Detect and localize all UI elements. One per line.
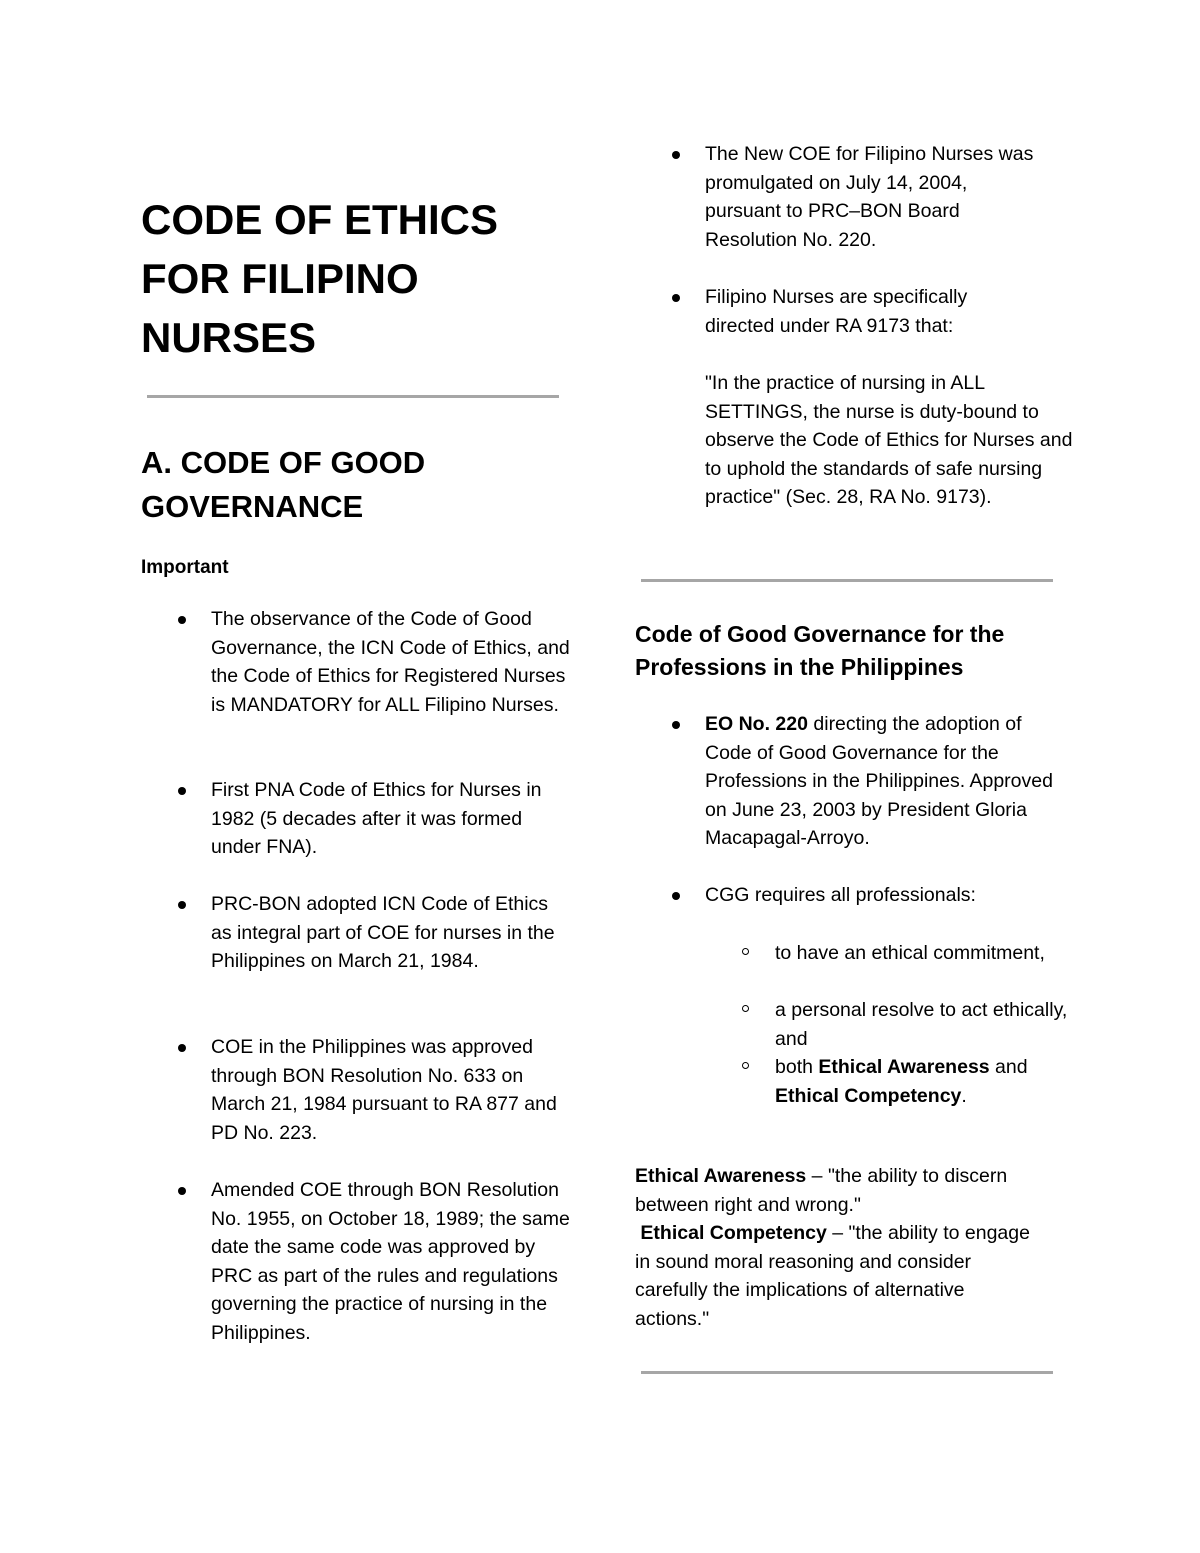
list-item: Amended COE through BON Resolution No. 1955, on October 18, 1989; the same date the same code was approved by PRC as part of the rules and regulations governing the practice of nursing in the Philippines.	[211, 1176, 571, 1348]
list-item: The New COE for Filipino Nurses was promulgated on July 14, 2004, pursuant to PRC–BON Board Resolution No. 220.	[705, 140, 1045, 254]
definition-text: – "the ability to discern between right and wrong."	[635, 1165, 1008, 1216]
title-divider	[147, 395, 559, 398]
definition-ethical-awareness	[635, 1162, 1055, 1219]
ethical-competency-term: Ethical Competency	[775, 1084, 962, 1107]
list-item: PRC-BON adopted ICN Code of Ethics as integral part of COE for nurses in the Philippines on March 21, 1984.	[211, 890, 571, 976]
list-item: First PNA Code of Ethics for Nurses in 1982 (5 decades after it was formed under FNA).	[211, 776, 571, 862]
list-item: COE in the Philippines was approved through BON Resolution No. 633 on March 21, 1984 pursuant to RA 877 and PD No. 223.	[211, 1033, 571, 1147]
list-item: Filipino Nurses are specifically directed under RA 9173 that:	[705, 283, 1025, 340]
sub-list-item	[775, 1053, 1075, 1110]
sub-text: and	[989, 1056, 1028, 1078]
list-item: CGG requires all professionals:	[705, 881, 1065, 910]
eo-description: directing the adoption of Code of Good Governance for the Professions in the Philippines. Approved on June 23, 2003 by President Gloria Macapagal-Arroyo.	[705, 713, 1053, 850]
section-heading: A. CODE OF GOOD GOVERNANCE	[141, 445, 426, 524]
sub-list-item: a personal resolve to act ethically, and	[775, 996, 1075, 1053]
cgg-heading: Code of Good Governance for the Professions in the Philippines	[635, 621, 1005, 680]
important-label: Important	[141, 557, 229, 578]
document-title: CODE OF ETHICS FOR FILIPINO NURSES	[141, 196, 499, 361]
definition-term: Ethical Competency	[640, 1222, 827, 1244]
ethical-awareness-term: Ethical Awareness	[818, 1056, 990, 1078]
ra9173-quote: "In the practice of nursing in ALL SETTINGS, the nurse is duty-bound to observe the Code of Ethics for Nurses and to uphold the standards of safe nursing practice" (Sec. 28, RA No. 9173).	[705, 372, 1073, 509]
sub-text: both	[775, 1056, 819, 1078]
sub-list-item: to have an ethical commitment,	[775, 939, 1075, 968]
list-item	[705, 710, 1065, 853]
definition-ethical-competency	[635, 1219, 1035, 1333]
sub-text: .	[961, 1084, 967, 1107]
list-item: The observance of the Code of Good Governance, the ICN Code of Ethics, and the Code of Ethics for Registered Nurses is MANDATORY for ALL Filipino Nurses.	[211, 605, 571, 719]
definition-term: Ethical Awareness	[635, 1165, 807, 1187]
eo-number: EO No. 220	[705, 713, 808, 735]
section-divider	[641, 579, 1053, 582]
definition-text: – "the ability to engage in sound moral reasoning and consider carefully the implications of alternative actions."	[635, 1222, 1030, 1330]
bottom-divider	[641, 1371, 1053, 1374]
